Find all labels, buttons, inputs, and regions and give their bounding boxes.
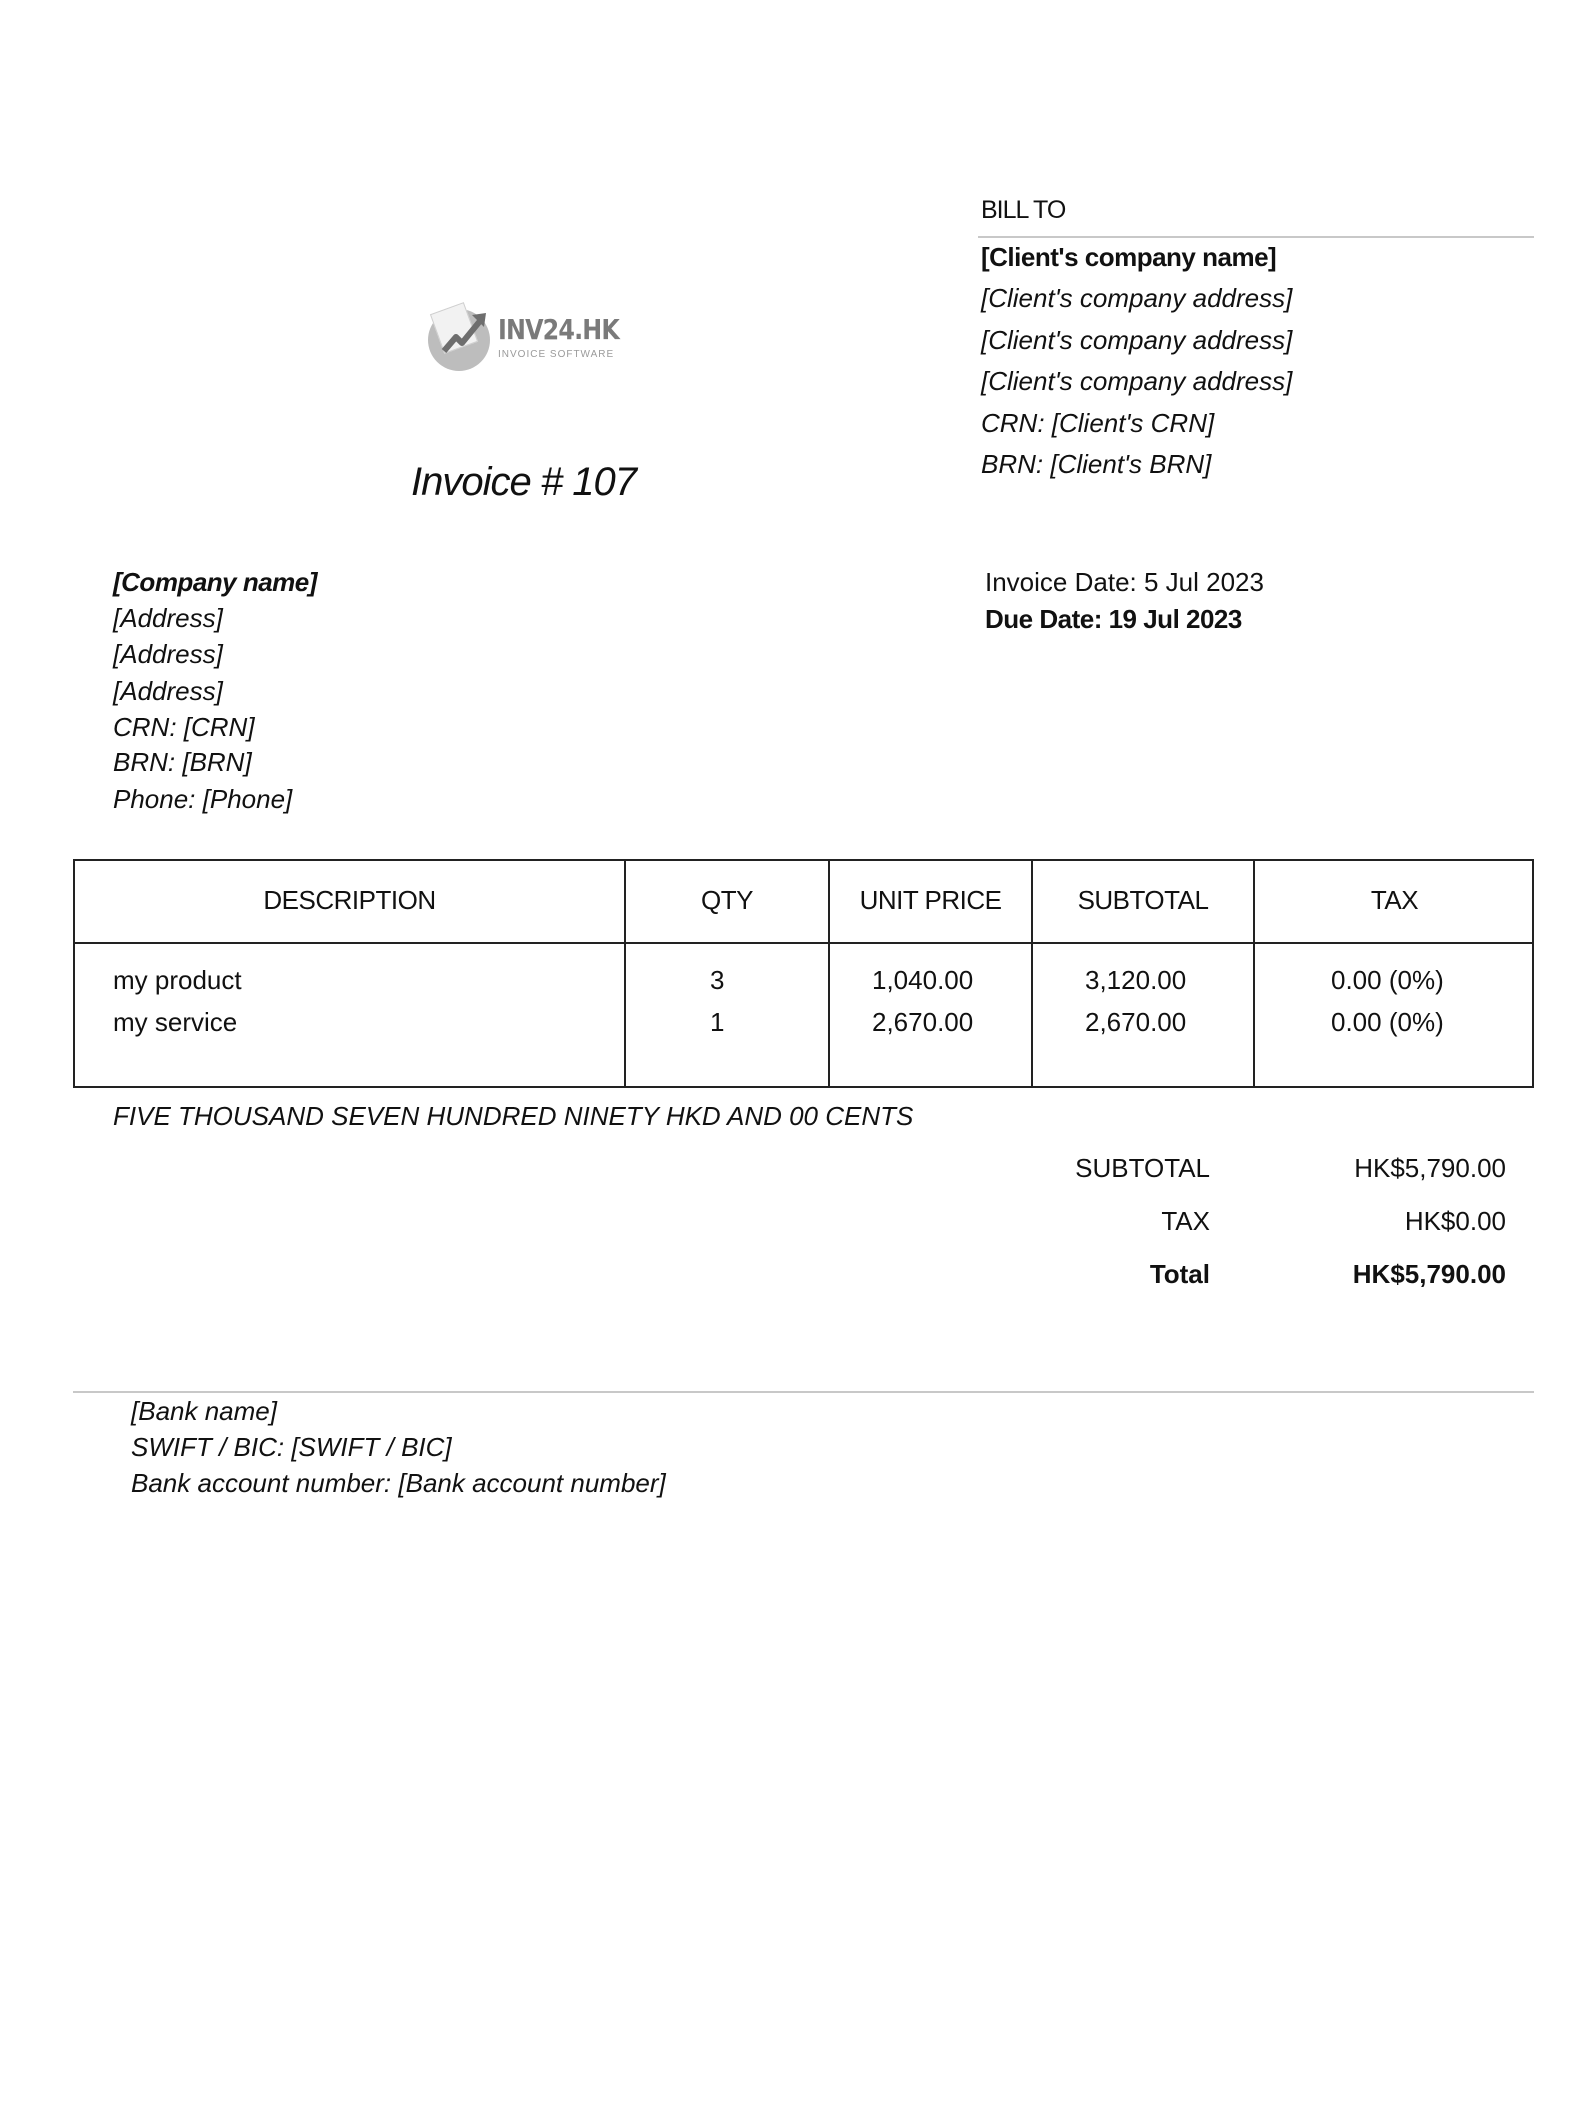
- total-value: HK$5,790.00: [1352, 1259, 1506, 1289]
- seller-brn: BRN: [BRN]: [113, 747, 252, 777]
- bill-to-heading: BILL TO: [981, 196, 1066, 224]
- client-address-line: [Client's company address]: [981, 366, 1293, 396]
- logo-tagline: INVOICE SOFTWARE: [498, 349, 615, 360]
- column-header-subtotal: SUBTOTAL: [1077, 885, 1209, 915]
- row-tax: 0.00 (0%): [1331, 965, 1444, 995]
- logo-growth-arrow-icon: [440, 307, 490, 357]
- client-company-name: [Client's company name]: [981, 242, 1277, 272]
- tax-label: TAX: [1161, 1206, 1210, 1236]
- table-header-divider: [75, 942, 1532, 944]
- invoice-date: Invoice Date: 5 Jul 2023: [985, 567, 1264, 597]
- subtotal-value: HK$5,790.00: [1354, 1153, 1506, 1183]
- client-address-line: [Client's company address]: [981, 325, 1293, 355]
- row-unit-price: 2,670.00: [872, 1007, 974, 1037]
- seller-company-name: [Company name]: [113, 567, 317, 597]
- seller-phone: Phone: [Phone]: [113, 784, 293, 814]
- column-header-qty: QTY: [701, 885, 753, 915]
- row-tax: 0.00 (0%): [1331, 1007, 1444, 1037]
- client-address-line: [Client's company address]: [981, 283, 1293, 313]
- client-crn: CRN: [Client's CRN]: [981, 408, 1215, 438]
- line-items-table: [73, 859, 1534, 1088]
- subtotal-label: SUBTOTAL: [1075, 1153, 1210, 1183]
- row-qty: 1: [710, 1007, 725, 1037]
- row-subtotal: 3,120.00: [1085, 965, 1187, 995]
- column-header-unit-price: UNIT PRICE: [859, 885, 1002, 915]
- seller-address-line: [Address]: [113, 639, 223, 669]
- row-qty: 3: [710, 965, 725, 995]
- row-description: my service: [113, 1007, 238, 1037]
- bank-divider: [73, 1391, 1534, 1393]
- row-unit-price: 1,040.00: [872, 965, 974, 995]
- bank-name: [Bank name]: [131, 1396, 277, 1426]
- amount-in-words: FIVE THOUSAND SEVEN HUNDRED NINETY HKD AND 00 CENTS: [113, 1101, 914, 1131]
- row-subtotal: 2,670.00: [1085, 1007, 1187, 1037]
- bank-swift: SWIFT / BIC: [SWIFT / BIC]: [131, 1432, 452, 1462]
- seller-crn: CRN: [CRN]: [113, 712, 255, 742]
- seller-address-line: [Address]: [113, 676, 223, 706]
- due-date: Due Date: 19 Jul 2023: [985, 604, 1242, 634]
- logo-name: INV24.HK: [498, 313, 619, 346]
- total-label: Total: [1149, 1259, 1210, 1289]
- row-description: my product: [113, 965, 242, 995]
- invoice-title: Invoice # 107: [411, 460, 636, 504]
- client-brn: BRN: [Client's BRN]: [981, 449, 1212, 479]
- seller-address-line: [Address]: [113, 603, 223, 633]
- company-logo: [426, 303, 619, 373]
- column-header-description: DESCRIPTION: [263, 885, 436, 915]
- bank-account-number: Bank account number: [Bank account number]: [131, 1468, 666, 1498]
- bill-to-divider: [978, 236, 1534, 238]
- tax-value: HK$0.00: [1404, 1206, 1506, 1236]
- column-header-tax: TAX: [1370, 885, 1419, 915]
